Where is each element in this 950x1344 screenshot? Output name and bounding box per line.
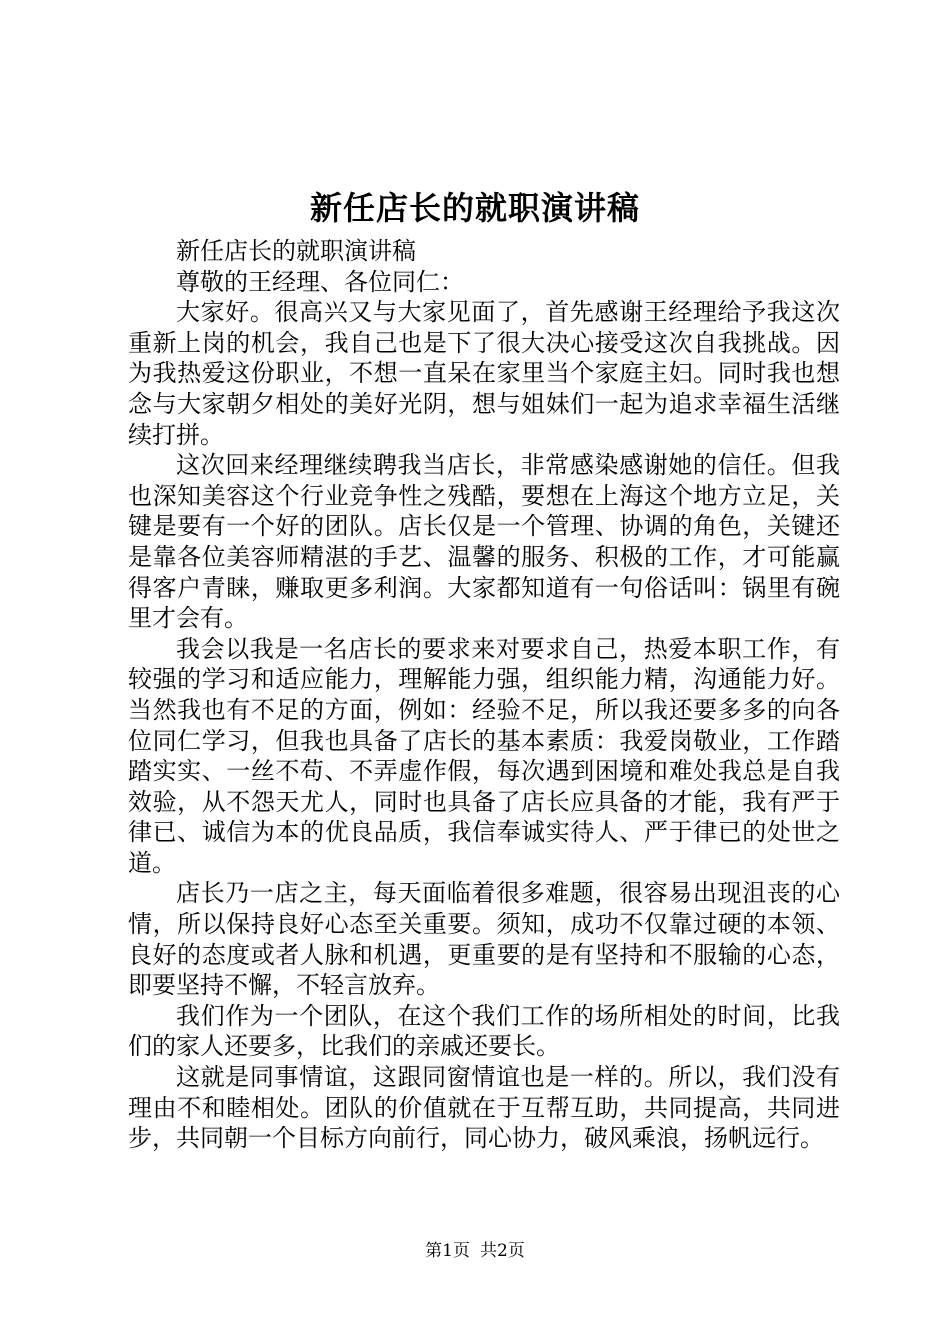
document-title: 新任店长的就职演讲稿: [309, 189, 640, 227]
paragraph: 这次回来经理继续聘我当店长，非常感染感谢她的信任。但我也深知美容这个行业竞争性之残酷，要想在上海这个地方立足，关键是要有一个好的团队。店长仅是一个管理、协调的角色，关键还是靠各位美容师精湛的手艺、温馨的服务、积极的工作，才可能赢得客户青睐，赚取更多利润。大家都知道有一句俗话叫：锅里有碗里才会有。: [128, 451, 840, 633]
paragraph-salutation: 尊敬的王经理、各位同仁：: [176, 267, 464, 296]
page-number: 第1页: [425, 1241, 470, 1261]
paragraph: 我们作为一个团队，在这个我们工作的场所相处的时间，比我们的家人还要多，比我们的亲戚还要长。: [128, 1001, 840, 1061]
paragraph: 大家好。很高兴又与大家见面了，首先感谢王经理给予我这次重新上岗的机会，我自己也是下了很大决心接受这次自我挑战。因为我热爱这份职业，不想一直呆在家里当个家庭主妇。同时我也想念与大家朝夕相处的美好光阴，想与姐妹们一起为追求幸福生活继续打拼。: [128, 298, 840, 449]
paragraph-subtitle: 新任店长的就职演讲稿: [176, 237, 416, 265]
page-total: 共2页: [480, 1241, 525, 1261]
paragraph: 这就是同事情谊，这跟同窗情谊也是一样的。所以，我们没有理由不和睦相处。团队的价值就在于互帮互助，共同提高，共同进步，共同朝一个目标方向前行，同心协力，破风乘浪，扬帆远行。: [128, 1063, 840, 1153]
paragraph: 店长乃一店之主，每天面临着很多难题，很容易出现沮丧的心情，所以保持良好心态至关重要。须知，成功不仅靠过硬的本领、良好的态度或者人脉和机遇，更重要的是有坚持和不服输的心态，即要坚持不懈，不轻言放弃。: [128, 879, 840, 1000]
document-body: [128, 236, 840, 1154]
paragraph: 我会以我是一名店长的要求来对要求自己，热爱本职工作，有较强的学习和适应能力，理解能力强，组织能力精，沟通能力好。当然我也有不足的方面，例如：经验不足，所以我还要多多的向各位同仁学习，但我也具备了店长的基本素质：我爱岗敬业，工作踏踏实实、一丝不苟、不弄虚作假，每次遇到困境和难处我总是自我效验，从不怨天尤人，同时也具备了店长应具备的才能，我有严于律已、诚信为本的优良品质，我信奉诚实待人、严于律已的处世之道。: [128, 634, 840, 877]
page-footer: [0, 1239, 950, 1263]
